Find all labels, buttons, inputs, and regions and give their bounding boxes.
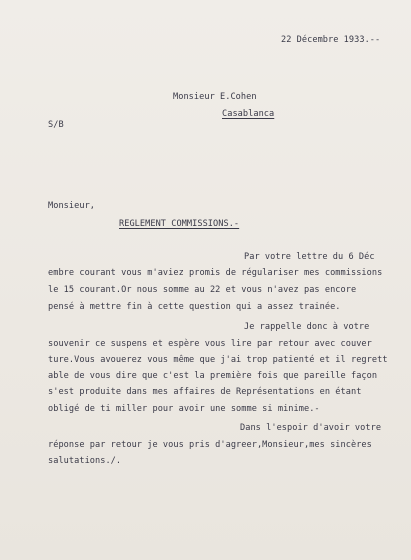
letter-date: 22 Décembre 1933.-- — [281, 35, 381, 45]
body-line: le 15 courant.Or nous somme au 22 et vous n'avez pas encore — [48, 285, 357, 295]
body-line: s'est produite dans mes affaires de Représentations en étant — [48, 387, 362, 397]
recipient-name: Monsieur E.Cohen — [173, 92, 257, 102]
body-line: pensé à mettre fin à cette question qui a assez trainée. — [48, 302, 341, 312]
body-line: obligé de ti miller pour avoir une somme si minime.- — [48, 404, 320, 414]
body-line: Dans l'espoir d'avoir votre — [240, 423, 382, 433]
salutation: Monsieur, — [48, 201, 96, 211]
body-line: réponse par retour je vous pris d'agreer,Monsieur,mes sincères — [48, 440, 372, 450]
body-line: Je rappelle donc à votre — [244, 322, 370, 332]
body-line: able de vous dire que c'est la première fois que pareille façon — [48, 371, 378, 381]
subject-line: REGLEMENT COMMISSIONS.- — [119, 219, 240, 229]
body-line: ture.Vous avouerez vous même que j'ai trop patienté et il regrett — [48, 355, 388, 365]
body-line: embre courant vous m'aviez promis de régulariser mes commissions — [48, 268, 383, 278]
body-line: salutations./. — [48, 456, 122, 466]
body-line: Par votre lettre du 6 Déc — [244, 252, 375, 262]
reference-initials: S/B — [48, 120, 64, 130]
body-line: souvenir ce suspens et espère vous lire par retour avec couver — [48, 339, 372, 349]
recipient-city: Casablanca — [222, 109, 275, 119]
